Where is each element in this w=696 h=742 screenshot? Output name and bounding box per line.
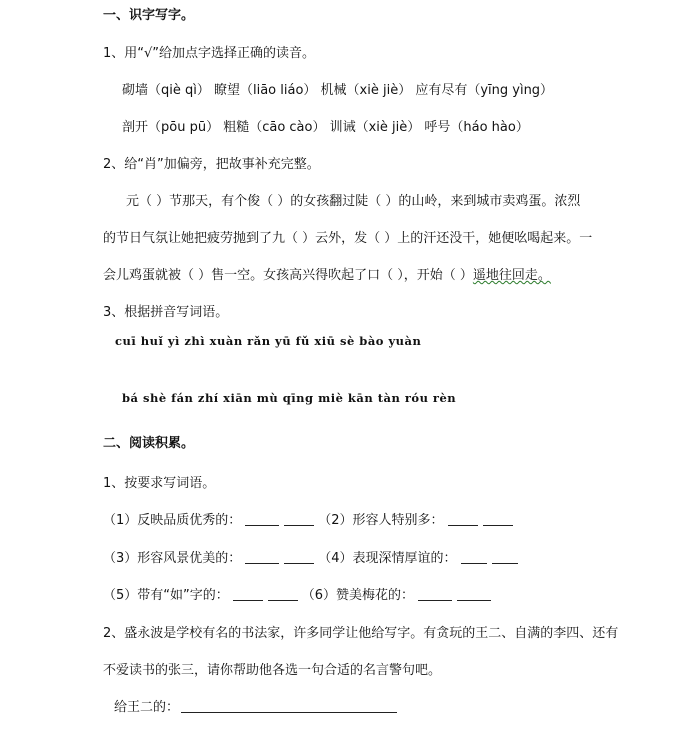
pronunciation-row-2: 剖开（pōu pū） 粗糙（cāo cào） 训诫（xiè jiè） 呼号（háo hào） (122, 120, 529, 135)
answer-line-wang: 给王二的： (114, 700, 397, 716)
pinyin-row-1: cuī huǐ yì zhì xuàn rǎn yū fǔ xiū sè bào yuàn (115, 334, 422, 348)
answer-blank[interactable] (418, 588, 452, 601)
answer-blank[interactable] (483, 513, 513, 526)
question-2-1: 1、按要求写词语。 (103, 476, 216, 491)
story-line-1: 元（ ）节那天，有个俊（ ）的女孩翻过陡（ ）的山岭，来到城市卖鸡蛋。浓烈 (126, 194, 581, 209)
story-line-3: 会儿鸡蛋就被（ ）售一空。女孩高兴得吹起了口（ ），开始（ ）遥地往回走。 (103, 268, 551, 283)
pronunciation-row-1: 砌墙（qiè qì） 瞭望（liāo liáo） 机械（xiè jiè） 应有尽有（yīng yìng） (122, 83, 554, 98)
answer-blank[interactable] (284, 551, 314, 564)
answer-blank[interactable] (233, 588, 263, 601)
answer-blank[interactable] (457, 588, 491, 601)
word-row-3: （5）带有“如”字的： （6）赞美梅花的： (103, 588, 491, 604)
answer-blank[interactable] (448, 513, 478, 526)
wavy-underlined-text: 遥地往回走。 (472, 268, 551, 283)
answer-blank-long[interactable] (181, 700, 397, 713)
story-line-2: 的节日气氛让她把疲劳抛到了九（ ）云外，发（ ）上的汗还没干，她便吆喝起来。一 (103, 231, 593, 246)
answer-blank[interactable] (284, 513, 314, 526)
question-1-1: 1、用“√”给加点字选择正确的读音。 (103, 46, 316, 61)
question-2-2-line-2: 不爱读书的张三，请你帮助他各选一句合适的名言警句吧。 (103, 663, 442, 678)
answer-blank[interactable] (245, 551, 279, 564)
question-2-2-line-1: 2、盛永波是学校有名的书法家，许多同学让他给写字。有贪玩的王二、自满的李四、还有 (103, 626, 619, 641)
answer-blank[interactable] (461, 551, 487, 564)
answer-blank[interactable] (492, 551, 518, 564)
question-1-2: 2、给“肖”加偏旁，把故事补充完整。 (103, 157, 320, 172)
word-row-2: （3）形容风景优美的： （4）表现深情厚谊的： (103, 551, 518, 567)
answer-blank[interactable] (245, 513, 279, 526)
section-1-title: 一、识字写字。 (103, 8, 195, 23)
section-2-title: 二、阅读积累。 (103, 436, 195, 451)
answer-blank[interactable] (268, 588, 298, 601)
word-row-1: （1）反映品质优秀的： （2）形容人特别多： (103, 513, 513, 529)
pinyin-row-2: bá shè fán zhí xiān mù qīng miè kān tàn róu rèn (122, 391, 457, 405)
question-1-3: 3、根据拼音写词语。 (103, 305, 229, 320)
